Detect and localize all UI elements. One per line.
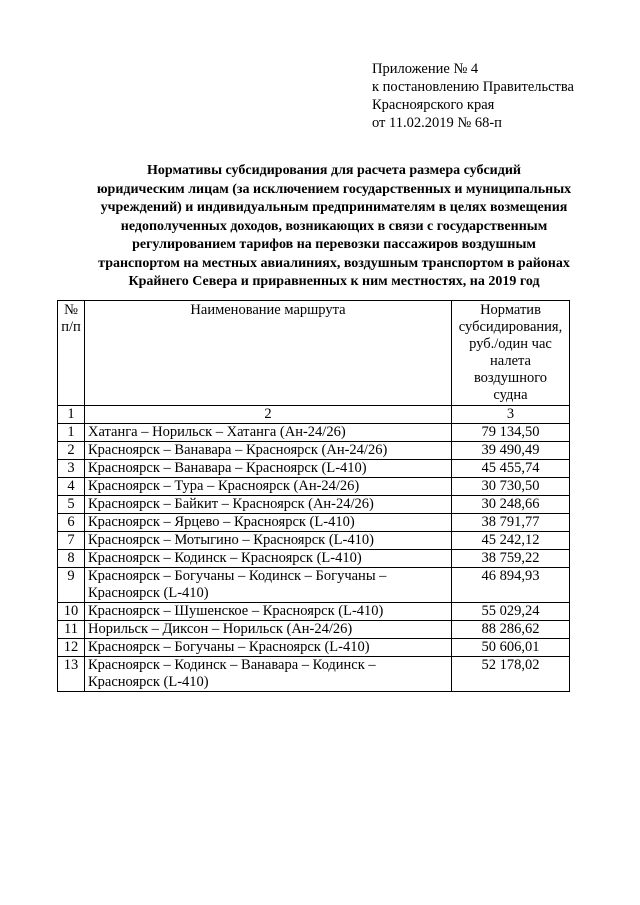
route-name: Хатанга – Норильск – Хатанга (Ан-24/26) [84, 424, 451, 442]
appendix-line: Приложение № 4 [372, 61, 479, 77]
route-name [84, 657, 451, 692]
rate-value: 38 759,22 [452, 550, 570, 568]
table-row [58, 442, 570, 460]
header-value-line: руб./один час [469, 336, 552, 352]
row-number: 7 [58, 532, 85, 550]
row-number: 5 [58, 496, 85, 514]
appendix-block [372, 60, 574, 132]
column-index-row [58, 406, 570, 424]
table-row [58, 621, 570, 639]
appendix-line: Красноярского края [372, 97, 495, 113]
rate-value: 79 134,50 [452, 424, 570, 442]
row-number: 2 [58, 442, 85, 460]
rate-value: 45 242,12 [452, 532, 570, 550]
route-name: Красноярск – Мотыгино – Красноярск (L-410) [84, 532, 451, 550]
row-number: 4 [58, 478, 85, 496]
table-row [58, 603, 570, 621]
table-row [58, 657, 570, 692]
rate-value: 30 730,50 [452, 478, 570, 496]
rate-value: 30 248,66 [452, 496, 570, 514]
route-name: Норильск – Диксон – Норильск (Ан-24/26) [84, 621, 451, 639]
subsidy-rates-table [57, 300, 570, 692]
title-line: регулированием тарифов на перевозки пассажиров воздушным [132, 237, 536, 252]
route-name: Красноярск – Богучаны – Красноярск (L-410) [84, 639, 451, 657]
rate-value: 88 286,62 [452, 621, 570, 639]
header-route: Наименование маршрута [84, 301, 451, 406]
route-name-line: Красноярск (L-410) [87, 585, 209, 601]
table-row [58, 496, 570, 514]
row-number: 11 [58, 621, 85, 639]
rate-value: 45 455,74 [452, 460, 570, 478]
row-number: 13 [58, 657, 85, 692]
route-name: Красноярск – Ярцево – Красноярск (L-410) [84, 514, 451, 532]
row-number: 10 [58, 603, 85, 621]
row-number: 3 [58, 460, 85, 478]
table-row [58, 532, 570, 550]
title-line: транспортом на местных авиалиниях, воздушным транспортом в районах [98, 255, 570, 271]
appendix-line: от 11.02.2019 № 68-п [372, 115, 502, 131]
table-row [58, 424, 570, 442]
appendix-line: к постановлению Правительства [372, 79, 574, 95]
rate-value: 50 606,01 [452, 639, 570, 657]
title-line: юридическим лицам (за исключением государственных и муниципальных [96, 181, 572, 197]
header-value-line: судна [493, 387, 528, 403]
route-name: Красноярск – Шушенское – Красноярск (L-410) [84, 603, 451, 621]
header-value-line: воздушного [473, 370, 548, 386]
title-line: учреждений) и индивидуальным предпринимателям в целях возмещения [100, 200, 568, 215]
table-row [58, 460, 570, 478]
route-name: Красноярск – Тура – Красноярск (Ан-24/26) [84, 478, 451, 496]
route-name-line: Красноярск – Кодинск – Ванавара – Кодинск – [87, 657, 376, 673]
route-name: Красноярск – Ванавара – Красноярск (L-410) [84, 460, 451, 478]
row-number: 6 [58, 514, 85, 532]
row-number: 8 [58, 550, 85, 568]
rate-value: 38 791,77 [452, 514, 570, 532]
table-row [58, 514, 570, 532]
rate-value: 55 029,24 [452, 603, 570, 621]
row-number: 9 [58, 568, 85, 603]
table-row [58, 478, 570, 496]
row-number: 12 [58, 639, 85, 657]
header-number [58, 301, 85, 406]
header-number-line: п/п [61, 319, 81, 335]
document-title [56, 162, 612, 292]
column-index: 2 [84, 406, 451, 424]
header-value-line: Норматив [480, 302, 541, 318]
rate-value: 46 894,93 [452, 568, 570, 603]
rate-value: 52 178,02 [452, 657, 570, 692]
route-name [84, 568, 451, 603]
header-value-line: налета [490, 353, 531, 369]
table-header-row [58, 301, 570, 406]
route-name: Красноярск – Ванавара – Красноярск (Ан-24/26) [84, 442, 451, 460]
title-line: Нормативы субсидирования для расчета размера субсидий [147, 163, 521, 178]
title-line: Крайнего Севера и приравненных к ним местностях, на 2019 год [128, 274, 540, 289]
table-row [58, 639, 570, 657]
route-name-line: Красноярск – Богучаны – Кодинск – Богучаны – [87, 568, 387, 584]
title-line: недополученных доходов, возникающих в связи с государственным [120, 218, 548, 234]
header-number-line: № [64, 302, 78, 318]
rate-value: 39 490,49 [452, 442, 570, 460]
route-name-line: Красноярск (L-410) [87, 674, 209, 690]
column-index: 3 [452, 406, 570, 424]
row-number: 1 [58, 424, 85, 442]
route-name: Красноярск – Кодинск – Красноярск (L-410) [84, 550, 451, 568]
header-value [452, 301, 570, 406]
column-index: 1 [58, 406, 85, 424]
route-name: Красноярск – Байкит – Красноярск (Ан-24/26) [84, 496, 451, 514]
table-row [58, 550, 570, 568]
table-row [58, 568, 570, 603]
header-value-line: субсидирования, [458, 319, 563, 335]
